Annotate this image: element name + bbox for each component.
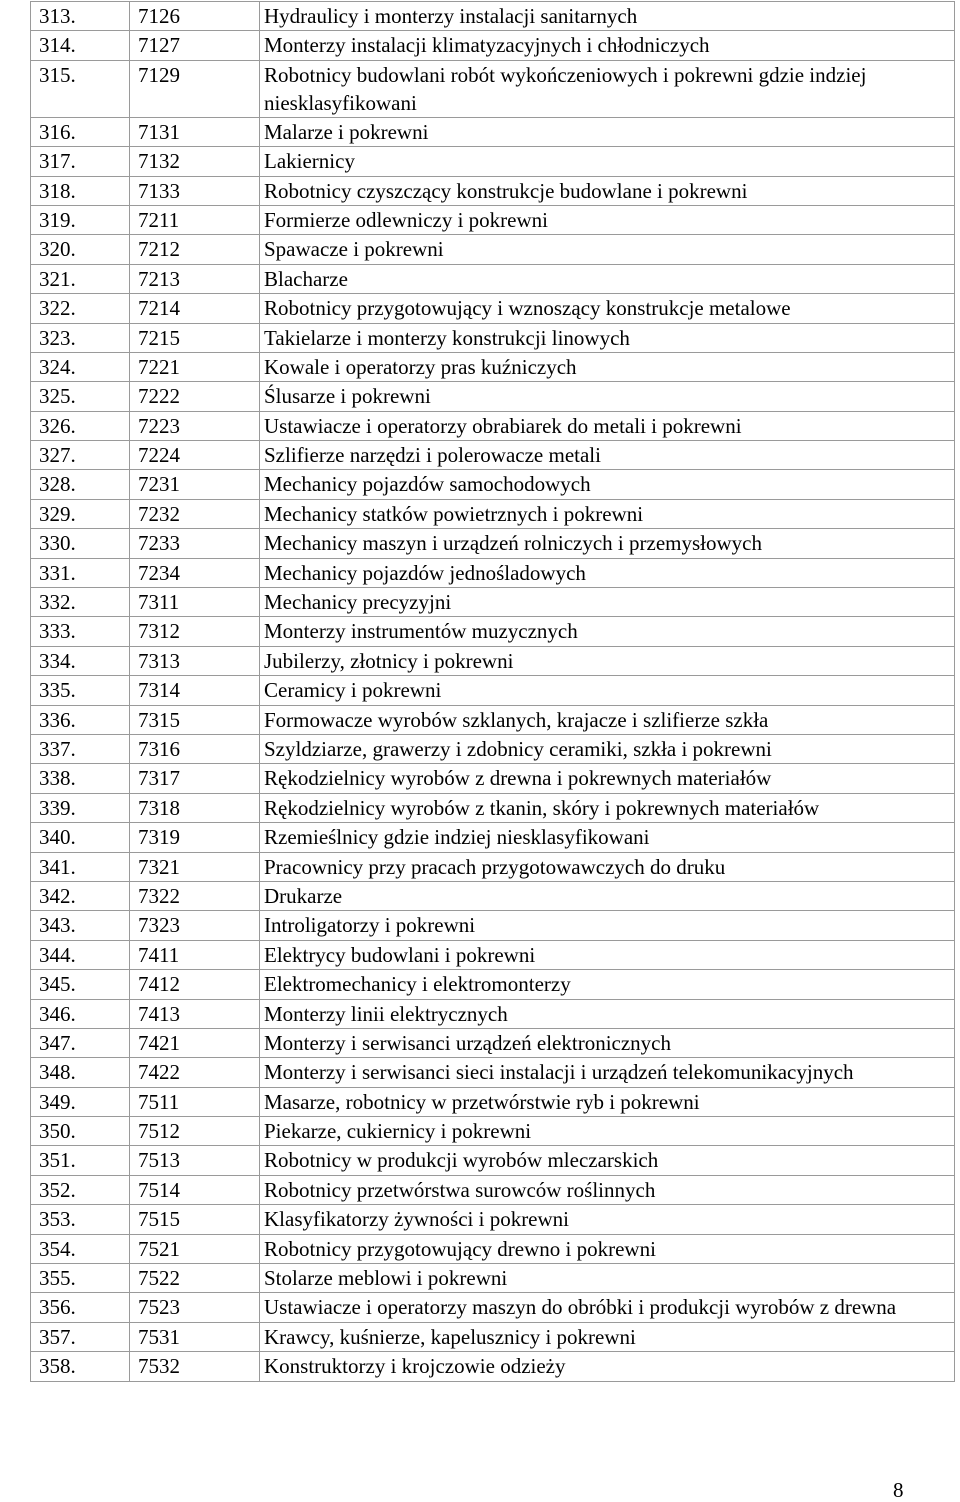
occupation-name: Robotnicy przygotowujący drewno i pokrewni xyxy=(260,1234,955,1263)
occupation-code: 7512 xyxy=(130,1117,260,1146)
table-row xyxy=(31,764,955,793)
table-row xyxy=(31,588,955,617)
table-row xyxy=(31,646,955,675)
occupation-code: 7211 xyxy=(130,205,260,234)
table-row xyxy=(31,60,955,117)
occupation-code: 7232 xyxy=(130,499,260,528)
occupation-code: 7317 xyxy=(130,764,260,793)
occupation-code: 7223 xyxy=(130,411,260,440)
table-row xyxy=(31,205,955,234)
occupation-code: 7321 xyxy=(130,852,260,881)
occupation-code: 7129 xyxy=(130,60,260,117)
page-number: 8 xyxy=(893,1478,904,1502)
table-row xyxy=(31,264,955,293)
occupation-name: Blacharze xyxy=(260,264,955,293)
occupation-code: 7514 xyxy=(130,1175,260,1204)
table-row xyxy=(31,911,955,940)
row-number: 351. xyxy=(31,1146,130,1175)
table-row xyxy=(31,793,955,822)
row-number: 341. xyxy=(31,852,130,881)
occupation-name: Szyldziarze, grawerzy i zdobnicy ceramiki, szkła i pokrewni xyxy=(260,734,955,763)
occupation-code: 7312 xyxy=(130,617,260,646)
occupation-name: Monterzy linii elektrycznych xyxy=(260,999,955,1028)
table-row xyxy=(31,1146,955,1175)
row-number: 336. xyxy=(31,705,130,734)
table-row xyxy=(31,1117,955,1146)
occupation-code: 7126 xyxy=(130,2,260,31)
table-row xyxy=(31,676,955,705)
occupation-name: Monterzy i serwisanci sieci instalacji i urządzeń telekomunikacyjnych xyxy=(260,1058,955,1087)
occupation-code: 7311 xyxy=(130,588,260,617)
row-number: 340. xyxy=(31,823,130,852)
table-row xyxy=(31,1234,955,1263)
occupation-code: 7132 xyxy=(130,147,260,176)
occupation-name: Robotnicy budowlani robót wykończeniowych i pokrewni gdzie indziej niesklasyfikowani xyxy=(260,60,955,117)
occupation-name: Monterzy i serwisanci urządzeń elektronicznych xyxy=(260,1028,955,1057)
row-number: 358. xyxy=(31,1352,130,1381)
row-number: 314. xyxy=(31,31,130,60)
occupation-name: Monterzy instrumentów muzycznych xyxy=(260,617,955,646)
table-row xyxy=(31,2,955,31)
row-number: 334. xyxy=(31,646,130,675)
table-row xyxy=(31,1058,955,1087)
row-number: 325. xyxy=(31,382,130,411)
row-number: 313. xyxy=(31,2,130,31)
occupation-name: Mechanicy maszyn i urządzeń rolniczych i przemysłowych xyxy=(260,529,955,558)
occupation-name: Ustawiacze i operatorzy obrabiarek do metali i pokrewni xyxy=(260,411,955,440)
occupation-name: Rękodzielnicy wyrobów z tkanin, skóry i pokrewnych materiałów xyxy=(260,793,955,822)
occupation-name: Lakiernicy xyxy=(260,147,955,176)
occupation-code: 7318 xyxy=(130,793,260,822)
occupation-name: Pracownicy przy pracach przygotowawczych do druku xyxy=(260,852,955,881)
occupation-name: Robotnicy czyszczący konstrukcje budowlane i pokrewni xyxy=(260,176,955,205)
occupation-code: 7313 xyxy=(130,646,260,675)
occupation-name: Jubilerzy, złotnicy i pokrewni xyxy=(260,646,955,675)
occupation-code: 7422 xyxy=(130,1058,260,1087)
occupation-code: 7315 xyxy=(130,705,260,734)
row-number: 350. xyxy=(31,1117,130,1146)
table-row xyxy=(31,734,955,763)
row-number: 332. xyxy=(31,588,130,617)
occupation-code: 7522 xyxy=(130,1264,260,1293)
occupation-name: Robotnicy przygotowujący i wznoszący konstrukcje metalowe xyxy=(260,294,955,323)
occupation-code: 7213 xyxy=(130,264,260,293)
occupation-code: 7411 xyxy=(130,940,260,969)
occupation-name: Piekarze, cukiernicy i pokrewni xyxy=(260,1117,955,1146)
table-row xyxy=(31,940,955,969)
row-number: 357. xyxy=(31,1322,130,1351)
occupation-name: Malarze i pokrewni xyxy=(260,117,955,146)
row-number: 355. xyxy=(31,1264,130,1293)
table-row xyxy=(31,147,955,176)
table-row xyxy=(31,117,955,146)
row-number: 316. xyxy=(31,117,130,146)
row-number: 318. xyxy=(31,176,130,205)
row-number: 349. xyxy=(31,1087,130,1116)
table-row xyxy=(31,881,955,910)
occupation-code: 7513 xyxy=(130,1146,260,1175)
table-row xyxy=(31,31,955,60)
row-number: 348. xyxy=(31,1058,130,1087)
table-row xyxy=(31,852,955,881)
row-number: 346. xyxy=(31,999,130,1028)
occupation-code: 7521 xyxy=(130,1234,260,1263)
occupation-code: 7319 xyxy=(130,823,260,852)
row-number: 352. xyxy=(31,1175,130,1204)
table-row xyxy=(31,999,955,1028)
occupation-code: 7413 xyxy=(130,999,260,1028)
table-row xyxy=(31,235,955,264)
row-number: 331. xyxy=(31,558,130,587)
row-number: 345. xyxy=(31,970,130,999)
table-row xyxy=(31,1293,955,1322)
table-row xyxy=(31,1264,955,1293)
table-row xyxy=(31,382,955,411)
occupation-name: Spawacze i pokrewni xyxy=(260,235,955,264)
table-row xyxy=(31,323,955,352)
table-row xyxy=(31,1352,955,1381)
row-number: 323. xyxy=(31,323,130,352)
occupation-name: Formierze odlewniczy i pokrewni xyxy=(260,205,955,234)
occupation-name: Rzemieślnicy gdzie indziej niesklasyfikowani xyxy=(260,823,955,852)
table-row xyxy=(31,352,955,381)
occupation-code: 7511 xyxy=(130,1087,260,1116)
occupation-name: Ustawiacze i operatorzy maszyn do obróbki i produkcji wyrobów z drewna xyxy=(260,1293,955,1322)
occupation-code: 7131 xyxy=(130,117,260,146)
occupation-name: Stolarze meblowi i pokrewni xyxy=(260,1264,955,1293)
table-row xyxy=(31,1175,955,1204)
table-row xyxy=(31,499,955,528)
occupation-code: 7231 xyxy=(130,470,260,499)
table-row xyxy=(31,558,955,587)
table-row xyxy=(31,176,955,205)
table-row xyxy=(31,1087,955,1116)
row-number: 337. xyxy=(31,734,130,763)
occupation-name: Masarze, robotnicy w przetwórstwie ryb i pokrewni xyxy=(260,1087,955,1116)
occupation-code: 7515 xyxy=(130,1205,260,1234)
occupation-name: Monterzy instalacji klimatyzacyjnych i chłodniczych xyxy=(260,31,955,60)
row-number: 338. xyxy=(31,764,130,793)
occupation-name: Robotnicy w produkcji wyrobów mleczarskich xyxy=(260,1146,955,1175)
occupation-code: 7316 xyxy=(130,734,260,763)
occupation-code: 7212 xyxy=(130,235,260,264)
table-row xyxy=(31,1028,955,1057)
row-number: 344. xyxy=(31,940,130,969)
row-number: 328. xyxy=(31,470,130,499)
occupation-name: Rękodzielnicy wyrobów z drewna i pokrewnych materiałów xyxy=(260,764,955,793)
occupation-code: 7234 xyxy=(130,558,260,587)
row-number: 354. xyxy=(31,1234,130,1263)
occupation-code: 7214 xyxy=(130,294,260,323)
row-number: 353. xyxy=(31,1205,130,1234)
occupation-table-body xyxy=(31,2,955,1382)
table-row xyxy=(31,970,955,999)
occupation-name: Robotnicy przetwórstwa surowców roślinnych xyxy=(260,1175,955,1204)
occupation-name: Elektrycy budowlani i pokrewni xyxy=(260,940,955,969)
row-number: 330. xyxy=(31,529,130,558)
row-number: 343. xyxy=(31,911,130,940)
occupation-name: Elektromechanicy i elektromonterzy xyxy=(260,970,955,999)
row-number: 339. xyxy=(31,793,130,822)
table-row xyxy=(31,441,955,470)
occupation-code: 7215 xyxy=(130,323,260,352)
row-number: 326. xyxy=(31,411,130,440)
occupation-code: 7233 xyxy=(130,529,260,558)
occupation-code: 7133 xyxy=(130,176,260,205)
occupation-code: 7127 xyxy=(130,31,260,60)
occupation-code: 7323 xyxy=(130,911,260,940)
occupation-code: 7314 xyxy=(130,676,260,705)
occupation-name: Konstruktorzy i krojczowie odzieży xyxy=(260,1352,955,1381)
row-number: 317. xyxy=(31,147,130,176)
occupation-name: Hydraulicy i monterzy instalacji sanitarnych xyxy=(260,2,955,31)
occupation-name: Takielarze i monterzy konstrukcji linowych xyxy=(260,323,955,352)
table-row xyxy=(31,1322,955,1351)
occupation-name: Mechanicy precyzyjni xyxy=(260,588,955,617)
row-number: 319. xyxy=(31,205,130,234)
row-number: 335. xyxy=(31,676,130,705)
occupation-name: Mechanicy statków powietrznych i pokrewni xyxy=(260,499,955,528)
row-number: 342. xyxy=(31,881,130,910)
occupation-code: 7224 xyxy=(130,441,260,470)
table-row xyxy=(31,294,955,323)
table-row xyxy=(31,705,955,734)
row-number: 333. xyxy=(31,617,130,646)
occupation-code: 7412 xyxy=(130,970,260,999)
occupation-name: Formowacze wyrobów szklanych, krajacze i szlifierze szkła xyxy=(260,705,955,734)
row-number: 320. xyxy=(31,235,130,264)
table-row xyxy=(31,411,955,440)
row-number: 329. xyxy=(31,499,130,528)
occupation-name: Klasyfikatorzy żywności i pokrewni xyxy=(260,1205,955,1234)
occupation-code: 7421 xyxy=(130,1028,260,1057)
occupation-name: Introligatorzy i pokrewni xyxy=(260,911,955,940)
table-row xyxy=(31,823,955,852)
occupation-code: 7222 xyxy=(130,382,260,411)
occupation-code: 7523 xyxy=(130,1293,260,1322)
table-row xyxy=(31,1205,955,1234)
occupation-name: Drukarze xyxy=(260,881,955,910)
row-number: 327. xyxy=(31,441,130,470)
occupation-name: Mechanicy pojazdów jednośladowych xyxy=(260,558,955,587)
row-number: 324. xyxy=(31,352,130,381)
row-number: 322. xyxy=(31,294,130,323)
row-number: 356. xyxy=(31,1293,130,1322)
table-row xyxy=(31,617,955,646)
occupation-name: Mechanicy pojazdów samochodowych xyxy=(260,470,955,499)
occupation-table xyxy=(30,1,955,1382)
occupation-name: Ceramicy i pokrewni xyxy=(260,676,955,705)
occupation-code: 7322 xyxy=(130,881,260,910)
table-row xyxy=(31,529,955,558)
occupation-name: Krawcy, kuśnierze, kapelusznicy i pokrewni xyxy=(260,1322,955,1351)
row-number: 347. xyxy=(31,1028,130,1057)
occupation-code: 7221 xyxy=(130,352,260,381)
occupation-name: Ślusarze i pokrewni xyxy=(260,382,955,411)
occupation-name: Kowale i operatorzy pras kuźniczych xyxy=(260,352,955,381)
row-number: 321. xyxy=(31,264,130,293)
row-number: 315. xyxy=(31,60,130,117)
occupation-name: Szlifierze narzędzi i polerowacze metali xyxy=(260,441,955,470)
occupation-code: 7531 xyxy=(130,1322,260,1351)
table-row xyxy=(31,470,955,499)
occupation-code: 7532 xyxy=(130,1352,260,1381)
